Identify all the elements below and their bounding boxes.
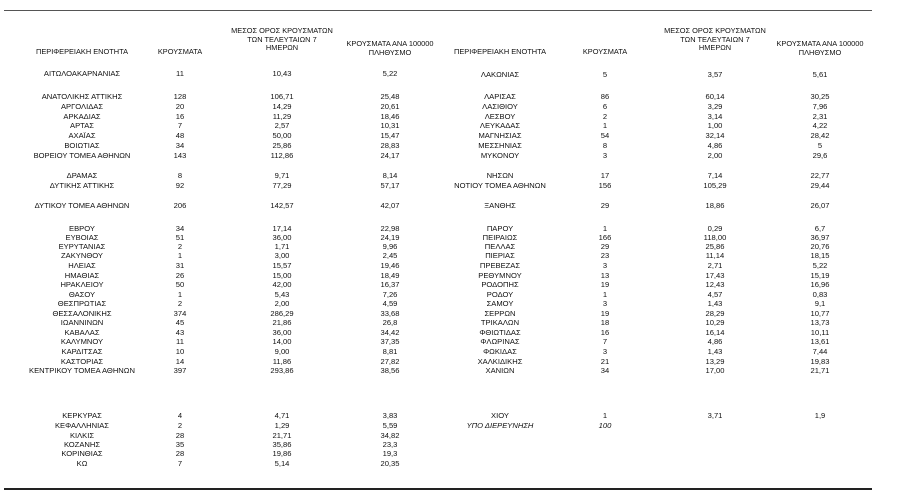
header-cases-right: ΚΡΟΥΣΜΑΤΑ	[582, 47, 628, 56]
right-row-23-per: 13,61	[810, 337, 830, 346]
right-row-20-cases: 19	[600, 309, 610, 318]
left-row-27-name: ΚΕΡΚΥΡΑΣ	[62, 411, 102, 420]
right-row-24-cases: 3	[602, 347, 608, 356]
header-per100k-left: ΚΡΟΥΣΜΑΤΑ ΑΝΑ 100000 ΠΛΗΘΥΣΜΟ	[346, 39, 434, 57]
left-row-19-name: ΘΕΣΠΡΩΤΙΑΣ	[57, 299, 107, 308]
right-row-4-name: ΛΕΥΚΑΔΑΣ	[479, 121, 521, 130]
right-row-7-per: 29,6	[812, 151, 828, 160]
right-row-1-per: 30,25	[810, 92, 830, 101]
right-row-20-per: 10,77	[810, 309, 830, 318]
bottom-rule	[4, 488, 872, 490]
right-row-3-cases: 2	[602, 112, 608, 121]
left-row-26-avg: 293,86	[270, 366, 294, 375]
right-row-23-avg: 4,86	[707, 337, 723, 346]
right-row-7-name: ΜΥΚΟΝΟΥ	[480, 151, 520, 160]
right-row-16-name: ΡΕΘΥΜΝΟΥ	[478, 271, 522, 280]
right-row-22-avg: 16,14	[705, 328, 725, 337]
right-row-21-per: 13,73	[810, 318, 830, 327]
right-row-1-name: ΛΑΡΙΣΑΣ	[484, 92, 516, 101]
left-row-8-cases: 8	[177, 171, 183, 180]
left-row-15-avg: 15,57	[272, 261, 292, 270]
header-region-left: ΠΕΡΙΦΕΡΕΙΑΚΗ ΕΝΟΤΗΤΑ	[36, 47, 128, 56]
right-row-1-cases: 86	[600, 92, 610, 101]
left-row-18-cases: 1	[177, 290, 183, 299]
left-row-1-avg: 106,71	[270, 92, 294, 101]
right-row-27-name: ΧΙΟΥ	[491, 411, 509, 420]
right-row-14-cases: 23	[600, 251, 610, 260]
left-row-13-cases: 2	[177, 242, 183, 251]
right-row-6-avg: 4,86	[707, 141, 723, 150]
left-row-23-name: ΚΑΛΥΜΝΟΥ	[60, 337, 104, 346]
left-row-24-per: 8,81	[382, 347, 398, 356]
right-row-8-name: ΝΗΣΩΝ	[486, 171, 514, 180]
left-row-26-per: 38,56	[380, 366, 400, 375]
right-row-9-avg: 105,29	[703, 181, 727, 190]
left-row-6-avg: 25,86	[272, 141, 292, 150]
left-row-14-cases: 1	[177, 251, 183, 260]
right-row-3-avg: 3,14	[707, 112, 723, 121]
left-row-27-avg: 4,71	[274, 411, 290, 420]
right-row-19-name: ΣΑΜΟΥ	[486, 299, 514, 308]
right-row-14-avg: 11,14	[705, 251, 725, 260]
right-row-7-avg: 2,00	[707, 151, 723, 160]
right-row-9-name: ΝΟΤΙΟΥ ΤΟΜΕΑ ΑΘΗΝΩΝ	[454, 181, 546, 190]
left-row-9-name: ΔΥΤΙΚΗΣ ΑΤΤΙΚΗΣ	[49, 181, 115, 190]
right-row-18-name: ΡΟΔΟΥ	[486, 290, 514, 299]
left-row-12-avg: 36,00	[272, 233, 292, 242]
right-row-25-name: ΧΑΛΚΙΔΙΚΗΣ	[477, 357, 523, 366]
right-row-6-per: 5	[817, 141, 823, 150]
left-row-31-avg: 19,86	[272, 449, 292, 458]
right-row-10-avg: 18,86	[705, 201, 725, 210]
left-row-16-avg: 15,00	[272, 271, 292, 280]
right-row-11-avg: 0,29	[707, 224, 723, 233]
right-row-10-cases: 29	[600, 201, 610, 210]
left-row-12-name: ΕΥΒΟΙΑΣ	[65, 233, 99, 242]
left-row-20-name: ΘΕΣΣΑΛΟΝΙΚΗΣ	[52, 309, 112, 318]
left-row-7-avg: 112,86	[270, 151, 294, 160]
left-row-11-avg: 17,14	[272, 224, 292, 233]
right-row-5-name: ΜΑΓΝΗΣΙΑΣ	[478, 131, 522, 140]
left-row-9-cases: 92	[175, 181, 185, 190]
left-row-18-name: ΘΑΣΟΥ	[68, 290, 96, 299]
left-row-1-name: ΑΝΑΤΟΛΙΚΗΣ ΑΤΤΙΚΗΣ	[41, 92, 123, 101]
right-row-22-name: ΦΘΙΩΤΙΔΑΣ	[479, 328, 521, 337]
left-row-30-per: 23,3	[382, 440, 398, 449]
right-row-11-per: 6,7	[814, 224, 826, 233]
right-row-12-name: ΠΕΙΡΑΙΩΣ	[482, 233, 518, 242]
right-row-26-per: 21,71	[810, 366, 830, 375]
right-row-25-cases: 21	[600, 357, 610, 366]
right-row-19-cases: 3	[602, 299, 608, 308]
left-row-11-per: 22,98	[380, 224, 400, 233]
left-row-13-avg: 1,71	[274, 242, 290, 251]
right-row-12-per: 36,97	[810, 233, 830, 242]
left-row-29-cases: 28	[175, 431, 185, 440]
left-row-32-cases: 7	[177, 459, 183, 468]
right-row-22-per: 10,11	[810, 328, 830, 337]
right-row-0-per: 5,61	[812, 70, 828, 79]
right-row-17-cases: 19	[600, 280, 610, 289]
left-row-24-name: ΚΑΡΔΙΤΣΑΣ	[61, 347, 103, 356]
left-row-5-per: 15,47	[380, 131, 400, 140]
right-row-10-per: 26,07	[810, 201, 830, 210]
left-row-31-cases: 28	[175, 449, 185, 458]
left-row-3-name: ΑΡΚΑΔΙΑΣ	[63, 112, 101, 121]
left-row-5-cases: 48	[175, 131, 185, 140]
left-row-6-cases: 34	[175, 141, 185, 150]
left-row-10-avg: 142,57	[270, 201, 294, 210]
left-row-7-cases: 143	[173, 151, 187, 160]
left-row-30-name: ΚΟΖΑΝΗΣ	[63, 440, 101, 449]
left-row-22-per: 34,42	[380, 328, 400, 337]
right-row-13-name: ΠΕΛΛΑΣ	[484, 242, 516, 251]
right-row-4-avg: 1,00	[707, 121, 723, 130]
left-row-25-per: 27,82	[380, 357, 400, 366]
right-row-24-avg: 1,43	[707, 347, 723, 356]
right-row-17-avg: 12,43	[705, 280, 725, 289]
right-row-0-avg: 3,57	[707, 70, 723, 79]
left-row-24-cases: 10	[175, 347, 185, 356]
left-row-31-name: ΚΟΡΙΝΘΙΑΣ	[61, 449, 103, 458]
left-row-28-name: ΚΕΦΑΛΛΗΝΙΑΣ	[54, 421, 110, 430]
right-row-16-cases: 13	[600, 271, 610, 280]
left-row-0-avg: 10,43	[272, 69, 292, 78]
right-row-2-name: ΛΑΣΙΘΙΟΥ	[482, 102, 518, 111]
right-row-21-avg: 10,29	[705, 318, 725, 327]
right-row-2-per: 7,96	[812, 102, 828, 111]
right-row-14-per: 18,15	[810, 251, 830, 260]
right-row-2-cases: 6	[602, 102, 608, 111]
right-row-21-name: ΤΡΙΚΑΛΩΝ	[480, 318, 520, 327]
left-row-5-name: ΑΧΑΪΑΣ	[68, 131, 96, 140]
right-row-16-per: 15,19	[810, 271, 830, 280]
right-row-5-avg: 32,14	[705, 131, 725, 140]
left-row-4-per: 10,31	[380, 121, 400, 130]
right-row-13-per: 20,76	[810, 242, 830, 251]
right-row-28-cases: 100	[598, 421, 612, 430]
right-row-19-per: 9,1	[814, 299, 826, 308]
left-row-0-name: ΑΙΤΩΛΟΑΚΑΡΝΑΝΙΑΣ	[43, 69, 121, 78]
left-row-19-avg: 2,00	[274, 299, 290, 308]
left-row-30-cases: 35	[175, 440, 185, 449]
header-avg7-left: ΜΕΣΟΣ ΟΡΟΣ ΚΡΟΥΣΜΑΤΩΝ ΤΩΝ ΤΕΛΕΥΤΑΙΩΝ 7 ΗΜΕΡΩΝ	[231, 26, 333, 53]
right-row-9-per: 29,44	[810, 181, 830, 190]
right-row-27-avg: 3,71	[707, 411, 723, 420]
left-row-24-avg: 9,00	[274, 347, 290, 356]
right-row-15-per: 5,22	[812, 261, 828, 270]
left-row-31-per: 19,3	[382, 449, 398, 458]
left-row-9-avg: 77,29	[272, 181, 292, 190]
right-row-23-name: ΦΛΩΡΙΝΑΣ	[480, 337, 520, 346]
right-row-23-cases: 7	[602, 337, 608, 346]
right-row-13-cases: 29	[600, 242, 610, 251]
right-row-1-avg: 60,14	[705, 92, 725, 101]
left-row-20-cases: 374	[173, 309, 187, 318]
right-row-26-avg: 17,00	[705, 366, 725, 375]
right-row-15-name: ΠΡΕΒΕΖΑΣ	[479, 261, 521, 270]
left-row-7-per: 24,17	[380, 151, 400, 160]
right-row-17-name: ΡΟΔΟΠΗΣ	[481, 280, 519, 289]
left-row-27-cases: 4	[177, 411, 183, 420]
header-cases-left: ΚΡΟΥΣΜΑΤΑ	[157, 47, 203, 56]
left-row-13-name: ΕΥΡΥΤΑΝΙΑΣ	[58, 242, 106, 251]
left-row-32-avg: 5,14	[274, 459, 290, 468]
left-row-0-per: 5,22	[382, 69, 398, 78]
left-row-17-avg: 42,00	[272, 280, 292, 289]
right-row-11-name: ΠΑΡΟΥ	[486, 224, 514, 233]
right-row-4-cases: 1	[602, 121, 608, 130]
left-row-4-name: ΑΡΤΑΣ	[70, 121, 94, 130]
left-row-28-avg: 1,29	[274, 421, 290, 430]
right-row-12-avg: 118,00	[703, 233, 727, 242]
left-row-21-name: ΙΩΑΝΝΙΝΩΝ	[60, 318, 104, 327]
right-row-3-name: ΛΕΣΒΟΥ	[484, 112, 516, 121]
right-row-27-cases: 1	[602, 411, 608, 420]
right-row-18-per: 0,83	[812, 290, 828, 299]
right-row-25-avg: 13,29	[705, 357, 725, 366]
left-row-7-name: ΒΟΡΕΙΟΥ ΤΟΜΕΑ ΑΘΗΝΩΝ	[33, 151, 131, 160]
left-row-15-cases: 31	[175, 261, 185, 270]
left-row-22-name: ΚΑΒΑΛΑΣ	[64, 328, 100, 337]
right-row-18-cases: 1	[602, 290, 608, 299]
left-row-12-cases: 51	[175, 233, 185, 242]
left-row-23-avg: 14,00	[272, 337, 292, 346]
left-row-21-per: 26,8	[382, 318, 398, 327]
left-row-25-name: ΚΑΣΤΟΡΙΑΣ	[60, 357, 104, 366]
left-row-4-cases: 7	[177, 121, 183, 130]
left-row-29-name: ΚΙΛΚΙΣ	[69, 431, 95, 440]
left-row-2-cases: 20	[175, 102, 185, 111]
left-row-9-per: 57,17	[380, 181, 400, 190]
left-row-3-avg: 11,29	[272, 112, 292, 121]
right-row-15-avg: 2,71	[707, 261, 723, 270]
right-row-7-cases: 3	[602, 151, 608, 160]
left-row-25-avg: 11,86	[272, 357, 292, 366]
right-row-16-avg: 17,43	[705, 271, 725, 280]
right-row-8-per: 22,77	[810, 171, 830, 180]
right-row-5-cases: 54	[600, 131, 610, 140]
right-row-5-per: 28,42	[810, 131, 830, 140]
left-row-20-avg: 286,29	[270, 309, 294, 318]
left-row-6-name: ΒΟΙΩΤΙΑΣ	[64, 141, 100, 150]
left-row-21-cases: 45	[175, 318, 185, 327]
right-row-8-avg: 7,14	[707, 171, 723, 180]
right-row-26-name: ΧΑΝΙΩΝ	[485, 366, 515, 375]
left-row-0-cases: 11	[176, 69, 184, 78]
left-row-18-avg: 5,43	[274, 290, 290, 299]
left-row-8-avg: 9,71	[274, 171, 290, 180]
left-row-17-name: ΗΡΑΚΛΕΙΟΥ	[60, 280, 104, 289]
left-row-14-name: ΖΑΚΥΝΘΟΥ	[61, 251, 103, 260]
top-rule	[4, 10, 872, 11]
left-row-30-avg: 35,86	[272, 440, 292, 449]
right-row-24-per: 7,44	[812, 347, 828, 356]
right-row-15-cases: 3	[602, 261, 608, 270]
right-row-3-per: 2,31	[812, 112, 828, 121]
left-row-17-per: 16,37	[380, 280, 400, 289]
left-row-18-per: 7,26	[382, 290, 398, 299]
left-row-22-avg: 36,00	[272, 328, 292, 337]
left-row-28-per: 5,59	[382, 421, 398, 430]
left-row-19-cases: 2	[177, 299, 183, 308]
left-row-2-avg: 14,29	[272, 102, 292, 111]
right-row-9-cases: 156	[598, 181, 612, 190]
left-row-29-avg: 21,71	[272, 431, 292, 440]
right-row-18-avg: 4,57	[707, 290, 723, 299]
right-row-28-name: ΥΠΟ ΔΙΕΡΕΥΝΗΣΗ	[466, 421, 534, 430]
header-avg7-right: ΜΕΣΟΣ ΟΡΟΣ ΚΡΟΥΣΜΑΤΩΝ ΤΩΝ ΤΕΛΕΥΤΑΙΩΝ 7 ΗΜΕΡΩΝ	[664, 26, 766, 53]
right-row-24-name: ΦΩΚΙΔΑΣ	[483, 347, 517, 356]
right-row-17-per: 16,96	[810, 280, 830, 289]
left-row-16-cases: 26	[175, 271, 185, 280]
left-row-4-avg: 2,57	[274, 121, 290, 130]
left-row-27-per: 3,83	[382, 411, 398, 420]
right-row-21-cases: 18	[600, 318, 610, 327]
left-row-5-avg: 50,00	[272, 131, 292, 140]
right-row-19-avg: 1,43	[707, 299, 723, 308]
left-row-19-per: 4,59	[382, 299, 398, 308]
left-row-32-per: 20,35	[380, 459, 400, 468]
right-row-6-cases: 8	[602, 141, 608, 150]
right-row-20-avg: 28,29	[705, 309, 725, 318]
right-row-13-avg: 25,86	[705, 242, 725, 251]
left-row-8-name: ΔΡΑΜΑΣ	[66, 171, 98, 180]
right-row-27-per: 1,9	[814, 411, 826, 420]
left-row-11-cases: 34	[175, 224, 185, 233]
right-row-14-name: ΠΙΕΡΙΑΣ	[485, 251, 515, 260]
left-row-14-avg: 3,00	[274, 251, 290, 260]
right-row-10-name: ΞΑΝΘΗΣ	[484, 201, 516, 210]
right-row-12-cases: 166	[598, 233, 612, 242]
left-row-14-per: 2,45	[382, 251, 398, 260]
left-row-2-name: ΑΡΓΟΛΙΔΑΣ	[60, 102, 104, 111]
left-row-11-name: ΕΒΡΟΥ	[69, 224, 95, 233]
left-row-15-name: ΗΛΕΙΑΣ	[68, 261, 96, 270]
left-row-32-name: ΚΩ	[76, 459, 88, 468]
left-row-29-per: 34,82	[380, 431, 400, 440]
right-row-8-cases: 17	[600, 171, 610, 180]
right-row-11-cases: 1	[602, 224, 608, 233]
left-row-28-cases: 2	[177, 421, 183, 430]
right-row-4-per: 4,22	[812, 121, 828, 130]
left-row-10-name: ΔΥΤΙΚΟΥ ΤΟΜΕΑ ΑΘΗΝΩΝ	[34, 201, 130, 210]
left-row-15-per: 19,46	[380, 261, 400, 270]
left-row-1-cases: 128	[173, 92, 187, 101]
right-row-22-cases: 16	[600, 328, 610, 337]
left-row-12-per: 24,19	[380, 233, 400, 242]
left-row-10-per: 42,07	[380, 201, 400, 210]
left-row-23-cases: 11	[176, 337, 184, 346]
left-row-25-cases: 14	[175, 357, 185, 366]
header-region-right: ΠΕΡΙΦΕΡΕΙΑΚΗ ΕΝΟΤΗΤΑ	[454, 47, 546, 56]
right-row-26-cases: 34	[600, 366, 610, 375]
left-row-13-per: 9,96	[382, 242, 398, 251]
left-row-26-name: ΚΕΝΤΡΙΚΟΥ ΤΟΜΕΑ ΑΘΗΝΩΝ	[29, 366, 135, 375]
left-row-26-cases: 397	[173, 366, 187, 375]
left-row-3-per: 18,46	[380, 112, 400, 121]
left-row-16-per: 18,49	[380, 271, 400, 280]
left-row-22-cases: 43	[175, 328, 185, 337]
left-row-10-cases: 206	[173, 201, 187, 210]
left-row-1-per: 25,48	[380, 92, 400, 101]
right-row-0-cases: 5	[602, 70, 608, 79]
right-row-25-per: 19,83	[810, 357, 830, 366]
left-row-3-cases: 16	[175, 112, 185, 121]
left-row-21-avg: 21,86	[272, 318, 292, 327]
left-row-2-per: 20,61	[380, 102, 400, 111]
right-row-2-avg: 3,29	[707, 102, 723, 111]
right-row-6-name: ΜΕΣΣΗΝΙΑΣ	[478, 141, 522, 150]
left-row-6-per: 28,83	[380, 141, 400, 150]
right-row-20-name: ΣΕΡΡΩΝ	[484, 309, 516, 318]
left-row-23-per: 37,35	[380, 337, 400, 346]
header-per100k-right: ΚΡΟΥΣΜΑΤΑ ΑΝΑ 100000 ΠΛΗΘΥΣΜΟ	[776, 39, 864, 57]
left-row-17-cases: 50	[175, 280, 185, 289]
left-row-20-per: 33,68	[380, 309, 400, 318]
right-row-0-name: ΛΑΚΩΝΙΑΣ	[480, 70, 520, 79]
left-row-16-name: ΗΜΑΘΙΑΣ	[64, 271, 100, 280]
left-row-8-per: 8,14	[382, 171, 398, 180]
